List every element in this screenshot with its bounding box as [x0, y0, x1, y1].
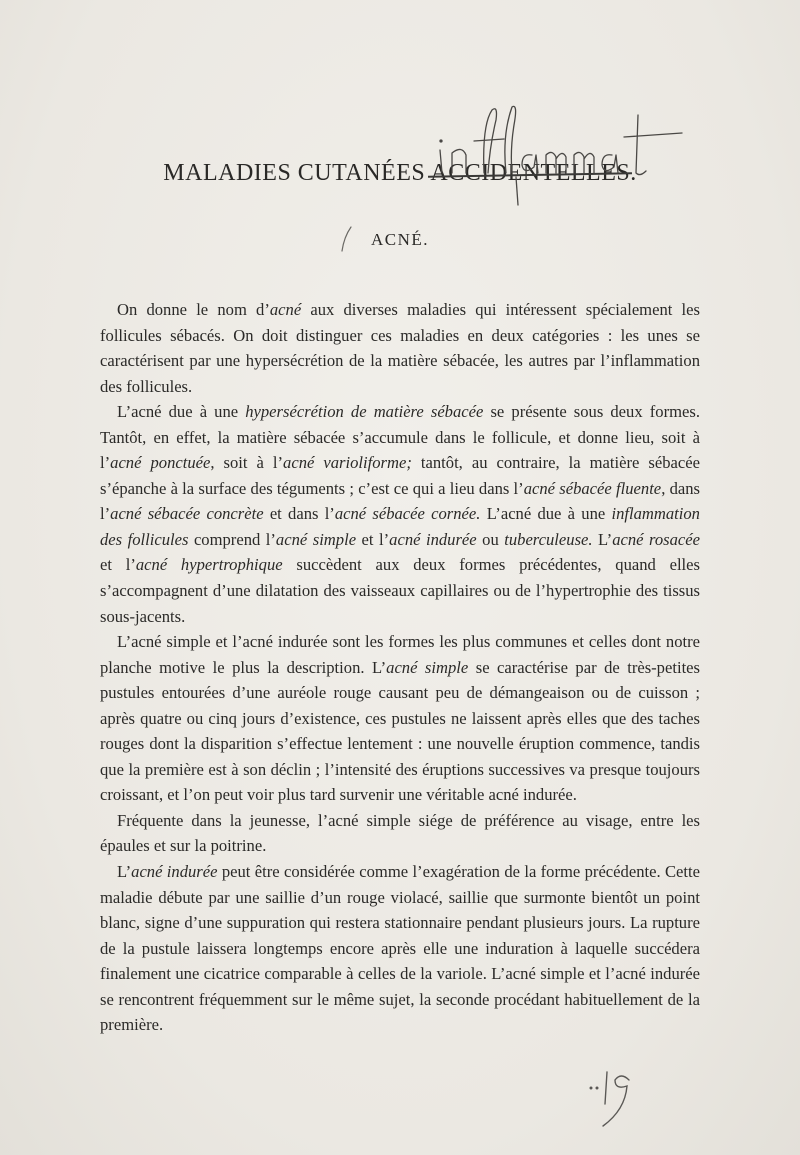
italic-term: acné hypertrophique — [135, 555, 283, 575]
italic-term: hypersécrétion de matière sébacée — [245, 402, 484, 422]
page-number-text: 19 — [585, 1060, 586, 1061]
italic-term: acné sébacée fluente — [523, 478, 662, 498]
italic-term: acné rosacée — [612, 529, 700, 549]
text-run: peut être considérée comme l’exagération de la forme précédente. Cette maladie débute par une saillie d’un rouge violacé, saillie que surmonte bientôt un point blanc, signe d’une suppuration qui restera stationnaire pendant plusieurs jours. La rupture de la pustule laissera longtemps encore après elle une induration à laquelle succédera finalement une cicatrice comparable à celles de la variole. L’acné simple et l’acné indurée se rencontrent fréquemment sur le même sujet, la seconde procédant habituellement de la première. — [100, 862, 700, 1035]
italic-term: acné ponctuée — [110, 453, 211, 473]
text-run: Fréquente dans la jeunesse, l’acné simple siége de préférence au visage, entre les épaules et sur la poitrine. — [100, 810, 700, 856]
text-run: L’acné simple et l’acné indurée sont les formes les plus communes et celles dont notre planche motive le plus la description. L’ — [100, 632, 700, 677]
title-main: MALADIES CUTANÉES — [163, 160, 431, 186]
text-run: L’ — [117, 862, 132, 882]
text-run: et l’ — [356, 529, 390, 549]
text-run: et l’ — [100, 555, 136, 575]
text-run: comprend l’ — [188, 529, 276, 549]
text-run: , dans l’ — [100, 478, 700, 524]
text-run: On donne le nom d’ — [117, 300, 270, 319]
text-run: , soit à l’ — [210, 453, 284, 473]
italic-term: acné simple — [275, 529, 357, 549]
paragraph — [100, 808, 700, 859]
italic-term: inflammation des follicules — [100, 504, 700, 549]
paragraph — [100, 399, 700, 629]
text-run: L’acné due à une — [480, 504, 612, 524]
text-run: se présente sous deux formes. Tantôt, en effet, la matière sébacée s’accumule dans le follicule, et donne lieu, soit à l’ — [100, 402, 700, 473]
paragraph — [100, 629, 700, 808]
italic-term: tuberculeuse. — [504, 529, 593, 549]
text-run: tantôt, au contraire, la matière sébacée s’épanche à la surface des téguments ; c’est ce qui a lieu dans l’ — [100, 453, 700, 498]
handwritten-page-number — [585, 1060, 645, 1130]
text-run: et dans l’ — [263, 504, 335, 524]
italic-term: acné sébacée concrète — [110, 504, 264, 524]
text-run: aux diverses maladies qui intéressent spécialement les follicules sébacés. On doit distinguer ces maladies en deux catégories : les unes se caractérisent par une hypersécrétion de la matière sébacée, les autres par l’inflammation des follicules. — [100, 300, 700, 396]
annotation-text: inflammat — [432, 95, 437, 96]
title-struck-word: ACCIDENTELLES — [430, 160, 631, 186]
italic-term: acné — [269, 300, 302, 319]
body-text — [100, 297, 700, 1038]
italic-term: acné indurée — [131, 862, 218, 882]
italic-term: acné simple — [386, 657, 469, 677]
handwritten-annotation — [432, 95, 692, 225]
text-run: se caractérise par de très-petites pustules entourées d’une auréole rouge causant peu de démangeaison ou de cuisson ; après quatre ou cinq jours d’existence, ces pustules ne laissent après elles que des taches rouges dont la disparition s’effectue lentement : une nouvelle éruption commence, tandis que la première est à son déclin ; l’intensité des éruptions successives va presque toujours croissant, et l’on peut voir plus tard survenir une véritable acné indurée. — [100, 657, 701, 805]
text-run: L’acné due à une — [117, 402, 246, 422]
text-run: L’ — [592, 529, 613, 549]
title-end: . — [630, 160, 637, 186]
italic-term: acné sébacée cornée. — [334, 504, 481, 524]
paragraph — [100, 859, 700, 1038]
paragraph — [100, 297, 700, 399]
italic-term: acné indurée — [389, 529, 477, 549]
text-run: succèdent aux deux formes précédentes, quand elles s’accompagnent d’une dilatation des vaisseaux capillaires ou de l’hypertrophie des tissus sous-jacents. — [100, 555, 700, 626]
italic-term: acné varioliforme; — [283, 453, 412, 473]
text-run: ou — [476, 529, 505, 549]
section-heading: ACNÉ. — [370, 230, 430, 249]
